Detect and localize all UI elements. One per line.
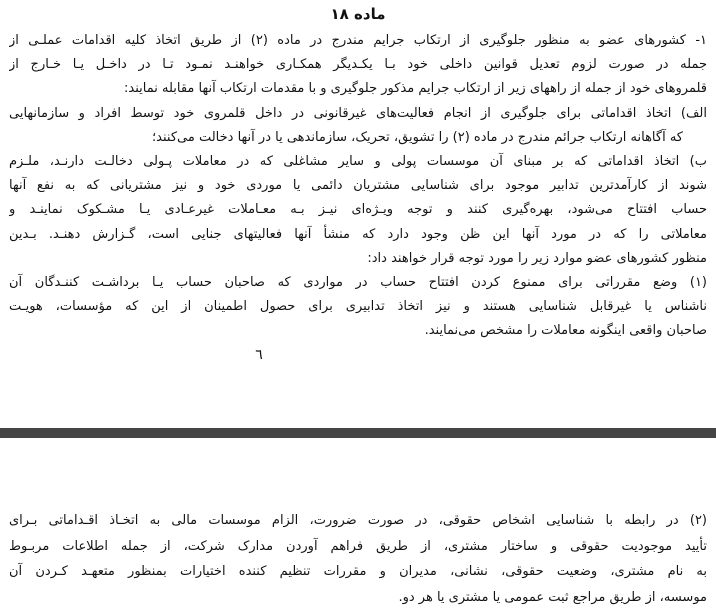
- item-be-line-4: معاملاتی را که در مورد آنها این ظن وجود دارد که منشأ آنها فعالیتهای جنایی است، گـزارش دهنـد. بـدین: [9, 226, 707, 242]
- item-one-line-2: ناشناس یا غیرقابل شناسایی هستند و نیز اتخاذ تدابیری برای حصول اطمینان از این که مؤسسات، هویـت: [9, 299, 707, 315]
- item-be-line-2: شوند از کارآمدترین تدابیر موجود برای شناسایی مشتریان دائمی یا موردی خود و نیز مشتریانی که به نفع آنها: [9, 178, 707, 194]
- item-alef-line-1: الف) اتخاذ اقداماتی برای جلوگیری از انجام فعالیت‌های غیرقانونی در داخل قلمروی خود توسط افراد و سازمانهایی: [9, 105, 707, 121]
- item-two-line-4: موسسه، از طریق مراجع ثبت عمومی یا مشتری یا هر دو.: [398, 590, 707, 606]
- para1-line-2: جمله در صورت لزوم تعدیل قوانین داخلی خود بـا یکـدیگر همکـاری خواهنـد نمـود تـا در داخـل یـا خـارج از: [9, 57, 707, 73]
- para1-line-1: ١- کشورهای عضو به منظور جلوگیری از ارتکاب جرایم مندرج در ماده (٢) از طریق اتخاذ کلیه اقدامات عملـی از: [9, 33, 707, 48]
- page-number: ٦: [255, 347, 263, 363]
- item-be-line-5: منظور کشورهای عضو موارد زیر را مورد توجه قرار خواهند داد:: [367, 250, 707, 266]
- item-be-line-3: حساب افتتاح می‌شود، بهره‌گیری کنند و توجه ویـژه‌ای نیـز بـه معـاملات غیرعـادی یـا مشـکوک نماینـد و: [9, 202, 707, 218]
- article-title: ماده ١٨: [330, 5, 386, 23]
- page-separator-band: [0, 428, 716, 438]
- item-two-line-1: (٢) در رابطه با شناسایی اشخاص حقوقی، در صورت ضرورت، الزام موسسات مالی به اتخـاذ اقـداماتی بـرای: [9, 513, 707, 528]
- para1-line-3: قلمروهای خود از جمله از راههای زیر از ارتکاب جرایم مذکور جلوگیری و با مقدمات ارتکاب آنها مقابله نمایند:: [124, 81, 707, 97]
- item-alef-line-2: که آگاهانه ارتکاب جرائم مندرج در ماده (٢) را تشویق، تحریک، سازماندهی یا در آنها دخالت می‌کنند؛: [152, 129, 683, 145]
- item-two-line-3: به نام مشتری، وضعیت حقوقی، نشانی، مدیران و مقررات تنظیم کننده اختیارات بمنظور متعهـد کـردن آن: [9, 564, 707, 580]
- item-one-line-3: صاحبان واقعی اینگونه معاملات را مشخص می‌نمایند.: [424, 323, 707, 339]
- article-body: [9, 29, 707, 343]
- item-one-line-1: (١) وضع مقرراتی برای ممنوع کردن افتتاح حساب در مواردی که صاحبان حساب یـا برداشـت کننـدگان آن: [9, 274, 707, 290]
- item-be-line-1: ب) اتخاذ اقداماتی که بر مبنای آن موسسات پولی و سایر مشاغلی که در معاملات پـولی دخالـت دارنـد، ملـزم: [9, 153, 707, 169]
- item-two-line-2: تأیید موجودیت حقوقی و ساختار مشتری، از طریق فراهم آوردن مدارک شرکت، از جمله اطلاعات مربـوط: [9, 538, 707, 554]
- article-body-continued: [9, 508, 707, 611]
